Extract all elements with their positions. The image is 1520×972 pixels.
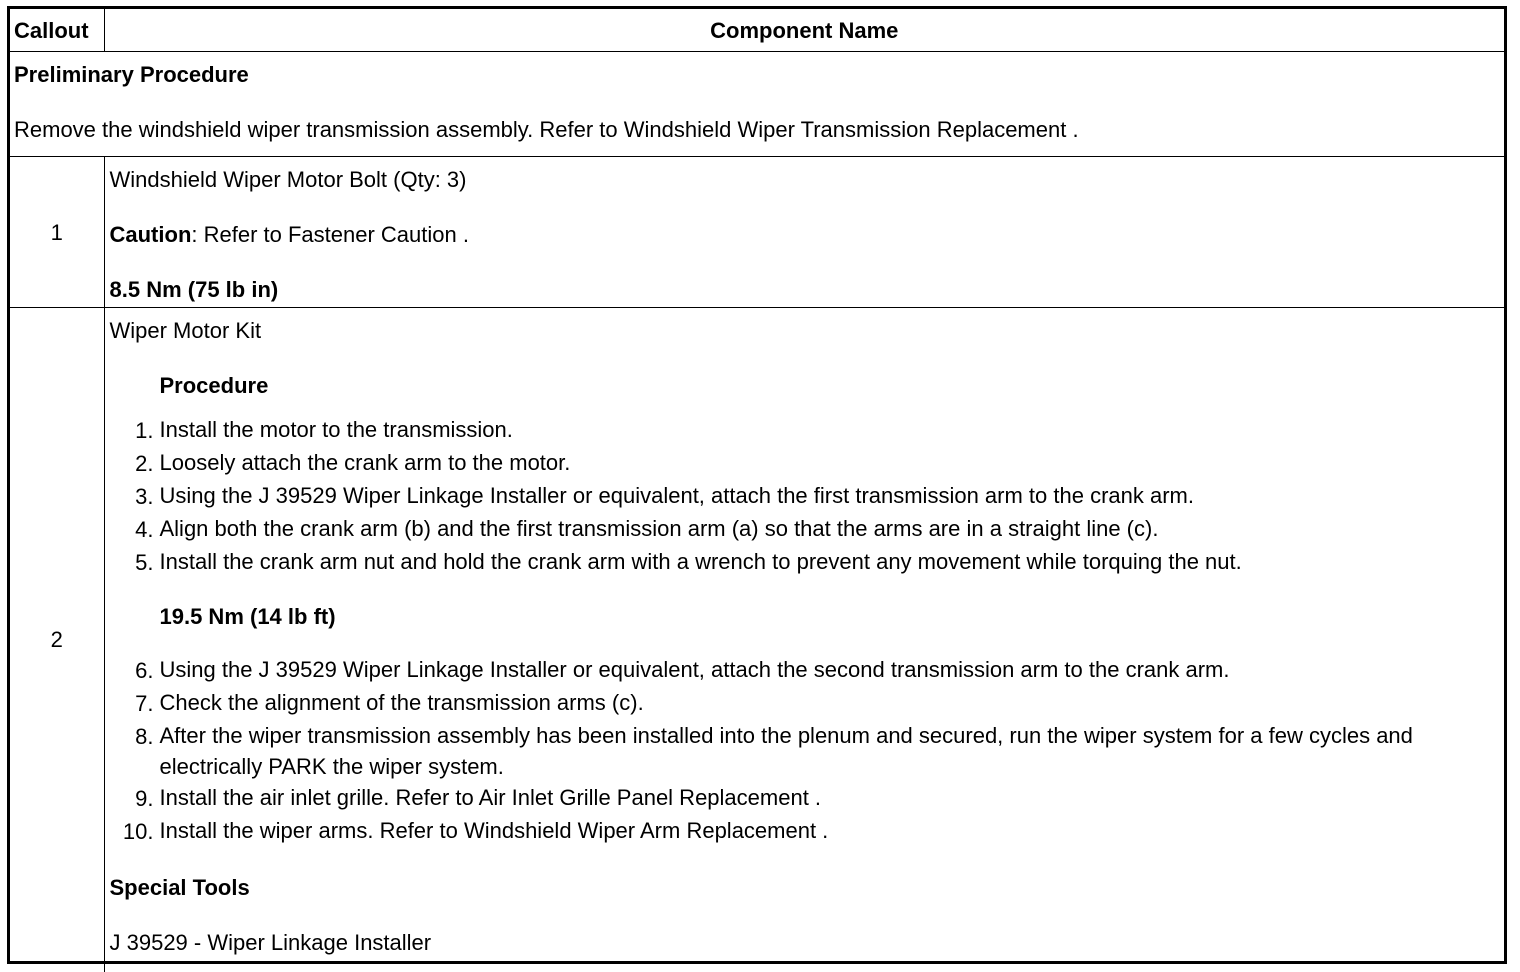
callout-number: 2 xyxy=(10,308,104,972)
step-text: After the wiper transmission assembly has been installed into the plenum and secured, run the wiper system for a few cycles and electrically PARK the wiper system. xyxy=(159,723,1413,779)
list-item xyxy=(110,546,1500,579)
step-text: Using the J 39529 Wiper Linkage Installer or equivalent, attach the first transmission arm to the crank arm. xyxy=(159,483,1194,508)
step-text: Install the motor to the transmission. xyxy=(159,417,513,442)
step-number: 7. xyxy=(135,691,154,716)
torque-spec: 19.5 Nm (14 lb ft) xyxy=(159,604,336,629)
list-item xyxy=(110,480,1500,513)
special-tools-title: Special Tools xyxy=(109,875,250,900)
torque-spec: 8.5 Nm (75 lb in) xyxy=(109,277,279,302)
step-text: Install the air inlet grille. Refer to Air Inlet Grille Panel Replacement . xyxy=(159,785,822,810)
list-item xyxy=(110,720,1500,782)
list-item xyxy=(110,687,1500,720)
preliminary-title: Preliminary Procedure xyxy=(14,62,249,87)
list-item xyxy=(110,815,1500,848)
special-tool-item: J 39529 - Wiper Linkage Installer xyxy=(109,930,432,955)
list-item xyxy=(110,782,1500,815)
caution-line xyxy=(110,219,1500,250)
step-text: Install the crank arm nut and hold the crank arm with a wrench to prevent any movement while torquing the nut. xyxy=(159,549,1242,574)
step-number: 1. xyxy=(135,418,154,443)
step-number: 2. xyxy=(135,451,154,476)
step-number: 5. xyxy=(135,550,154,575)
list-item xyxy=(110,654,1500,687)
table-row xyxy=(10,308,1504,972)
component-table-frame xyxy=(7,6,1507,964)
component-name-header: Component Name xyxy=(104,9,1504,52)
list-item xyxy=(110,447,1500,480)
component-name: Windshield Wiper Motor Bolt (Qty: 3) xyxy=(109,167,467,192)
callout-number: 1 xyxy=(10,157,104,308)
component-name-cell xyxy=(104,308,1504,972)
callout-header: Callout xyxy=(10,9,104,52)
list-item xyxy=(110,414,1500,447)
step-number: 8. xyxy=(135,724,154,749)
preliminary-row xyxy=(10,52,1504,157)
step-text: Using the J 39529 Wiper Linkage Installer or equivalent, attach the second transmission arm to the crank arm. xyxy=(159,657,1230,682)
list-item xyxy=(110,513,1500,546)
step-text: Align both the crank arm (b) and the first transmission arm (a) so that the arms are in a straight line (c). xyxy=(159,516,1159,541)
step-number: 6. xyxy=(135,658,154,683)
component-table xyxy=(10,9,1504,972)
caution-label: Caution xyxy=(109,222,192,247)
step-text: Loosely attach the crank arm to the motor. xyxy=(159,450,571,475)
component-name: Wiper Motor Kit xyxy=(109,318,262,343)
procedure-steps-a xyxy=(110,414,1500,579)
caution-text: : Refer to Fastener Caution . xyxy=(191,222,469,247)
step-text: Check the alignment of the transmission arms (c). xyxy=(159,690,644,715)
preliminary-cell xyxy=(10,52,1504,157)
table-row xyxy=(10,157,1504,308)
step-text: Install the wiper arms. Refer to Windshield Wiper Arm Replacement . xyxy=(159,818,829,843)
step-number: 10. xyxy=(122,819,154,844)
procedure-title: Procedure xyxy=(159,373,269,398)
step-number: 4. xyxy=(135,517,154,542)
procedure-steps-b xyxy=(110,654,1500,848)
preliminary-text: Remove the windshield wiper transmission assembly. Refer to Windshield Wiper Transmission Replacement . xyxy=(14,117,1079,142)
table-header-row xyxy=(10,9,1504,52)
component-name-cell xyxy=(104,157,1504,308)
step-number: 9. xyxy=(135,786,154,811)
step-number: 3. xyxy=(135,484,154,509)
